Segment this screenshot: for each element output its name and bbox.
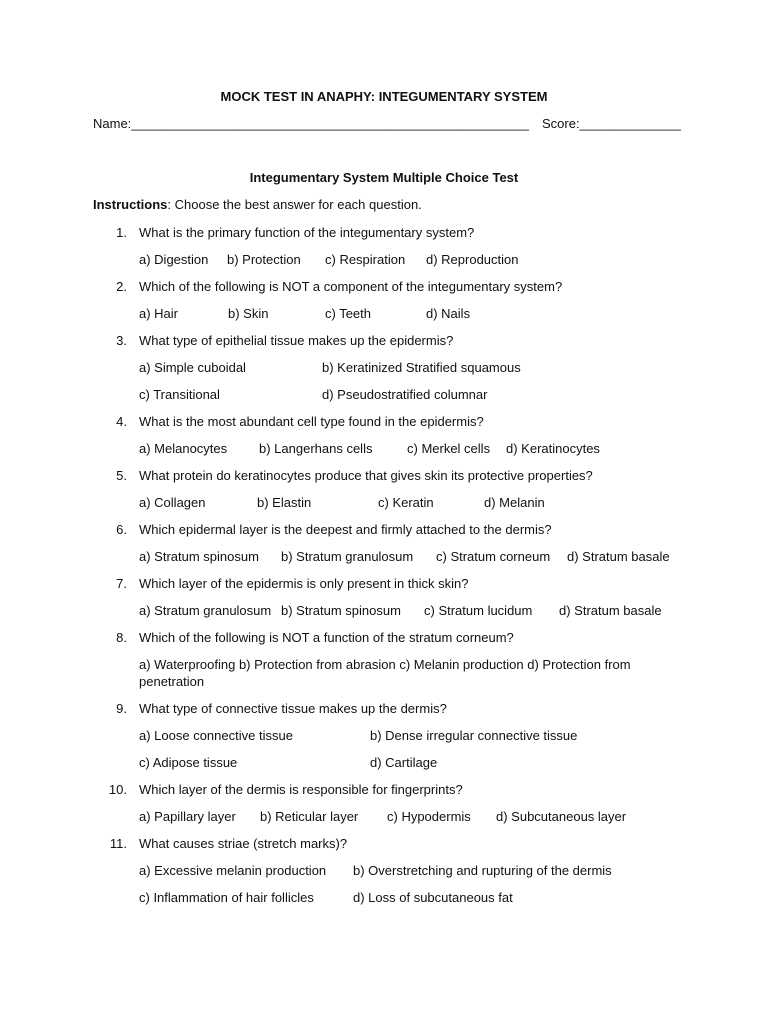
question-text: Which of the following is NOT a component of the integumentary system?: [139, 279, 563, 294]
question-1: [93, 224, 693, 268]
score-label: Score:: [542, 116, 580, 131]
question-number: 3.: [116, 333, 127, 348]
option-a[interactable]: a) Digestion: [139, 252, 209, 267]
option-a[interactable]: a) Papillary layer: [139, 809, 236, 824]
question-9: [93, 700, 693, 771]
option-row: [139, 727, 693, 744]
option-c[interactable]: c) Keratin: [378, 495, 434, 510]
option-a[interactable]: a) Loose connective tissue: [139, 728, 293, 743]
question-text: What type of epithelial tissue makes up the epidermis?: [139, 333, 454, 348]
option-row: [139, 808, 693, 825]
option-c[interactable]: c) Hypodermis: [387, 809, 471, 824]
option-b[interactable]: b) Skin: [228, 306, 269, 321]
question-list: [93, 224, 693, 916]
question-11: [93, 835, 693, 906]
score-field[interactable]: [542, 115, 681, 132]
question-number: 2.: [116, 279, 127, 294]
question-4: [93, 413, 693, 457]
option-c[interactable]: c) Merkel cells: [407, 441, 491, 456]
option-b[interactable]: b) Dense irregular connective tissue: [370, 728, 578, 743]
option-a[interactable]: a) Stratum granulosum: [139, 603, 272, 618]
option-row: [139, 494, 693, 511]
score-blank: ______________: [579, 116, 681, 131]
option-d[interactable]: d) Loss of subcutaneous fat: [353, 890, 513, 905]
option-row: [139, 889, 693, 906]
option-d[interactable]: d) Subcutaneous layer: [496, 809, 627, 824]
question-6: [93, 521, 693, 565]
option-row: [139, 305, 693, 322]
question-text: What protein do keratinocytes produce that gives skin its protective properties?: [139, 468, 593, 483]
option-row: [139, 862, 693, 879]
option-b[interactable]: b) Keratinized Stratified squamous: [322, 360, 521, 375]
option-d[interactable]: d) Reproduction: [426, 252, 519, 267]
question-number: 6.: [116, 522, 127, 537]
option-a[interactable]: a) Stratum spinosum: [139, 549, 259, 564]
option-b[interactable]: b) Overstretching and rupturing of the dermis: [353, 863, 612, 878]
option-list-wrapped[interactable]: a) Waterproofing b) Protection from abrasion c) Melanin production d) Protection from penetration: [139, 657, 631, 689]
option-a[interactable]: a) Melanocytes: [139, 441, 228, 456]
instructions-text: : Choose the best answer for each question.: [167, 197, 422, 212]
instructions: [93, 196, 422, 213]
option-d[interactable]: d) Pseudostratified columnar: [322, 387, 488, 402]
option-d[interactable]: d) Keratinocytes: [506, 441, 600, 456]
option-row: [139, 602, 693, 619]
question-number: 5.: [116, 468, 127, 483]
option-a[interactable]: a) Collagen: [139, 495, 206, 510]
option-d[interactable]: d) Stratum basale: [567, 549, 670, 564]
option-b[interactable]: b) Stratum granulosum: [281, 549, 414, 564]
option-row: [139, 440, 693, 457]
question-7: [93, 575, 693, 619]
option-a[interactable]: a) Hair: [139, 306, 179, 321]
name-label: Name:: [93, 116, 132, 131]
test-title: MOCK TEST IN ANAPHY: INTEGUMENTARY SYSTEM: [220, 89, 548, 104]
option-c[interactable]: c) Teeth: [325, 306, 372, 321]
name-blank: _______________________________________________________: [131, 116, 529, 131]
instructions-label: Instructions: [93, 197, 168, 212]
question-2: [93, 278, 693, 322]
question-8: [93, 629, 693, 690]
question-number: 10.: [108, 782, 127, 797]
option-a[interactable]: a) Excessive melanin production: [139, 863, 327, 878]
option-c[interactable]: c) Adipose tissue: [139, 755, 238, 770]
option-b[interactable]: b) Reticular layer: [260, 809, 359, 824]
question-3: [93, 332, 693, 403]
question-number: 9.: [116, 701, 127, 716]
option-c[interactable]: c) Stratum lucidum: [424, 603, 533, 618]
option-row: [139, 251, 693, 268]
option-c[interactable]: c) Respiration: [325, 252, 406, 267]
question-text: Which layer of the dermis is responsible for fingerprints?: [139, 782, 463, 797]
question-text: Which epidermal layer is the deepest and firmly attached to the dermis?: [139, 522, 552, 537]
name-field[interactable]: [93, 115, 529, 132]
option-b[interactable]: b) Elastin: [257, 495, 312, 510]
option-c[interactable]: c) Transitional: [139, 387, 220, 402]
option-c[interactable]: c) Stratum corneum: [436, 549, 551, 564]
question-number: 8.: [116, 630, 127, 645]
question-text: What is the primary function of the integumentary system?: [139, 225, 475, 240]
option-row: [139, 656, 693, 690]
question-text: What type of connective tissue makes up the dermis?: [139, 701, 447, 716]
question-text: Which of the following is NOT a function of the stratum corneum?: [139, 630, 514, 645]
option-c[interactable]: c) Inflammation of hair follicles: [139, 890, 314, 905]
option-row: [139, 548, 693, 565]
question-10: [93, 781, 693, 825]
question-number: 1.: [116, 225, 127, 240]
question-5: [93, 467, 693, 511]
option-row: [139, 359, 693, 376]
option-b[interactable]: b) Stratum spinosum: [281, 603, 401, 618]
question-text: What is the most abundant cell type found in the epidermis?: [139, 414, 484, 429]
option-row: [139, 386, 693, 403]
question-number: 11.: [109, 836, 127, 851]
question-text: What causes striae (stretch marks)?: [139, 836, 348, 851]
test-subtitle: Integumentary System Multiple Choice Test: [249, 170, 519, 185]
option-d[interactable]: d) Nails: [426, 306, 471, 321]
option-b[interactable]: b) Langerhans cells: [259, 441, 373, 456]
option-a[interactable]: a) Simple cuboidal: [139, 360, 246, 375]
question-number: 7.: [116, 576, 127, 591]
option-d[interactable]: d) Cartilage: [370, 755, 438, 770]
option-b[interactable]: b) Protection: [227, 252, 301, 267]
option-d[interactable]: d) Stratum basale: [559, 603, 662, 618]
option-row: [139, 754, 693, 771]
question-text: Which layer of the epidermis is only present in thick skin?: [139, 576, 469, 591]
option-d[interactable]: d) Melanin: [484, 495, 545, 510]
question-number: 4.: [116, 414, 127, 429]
